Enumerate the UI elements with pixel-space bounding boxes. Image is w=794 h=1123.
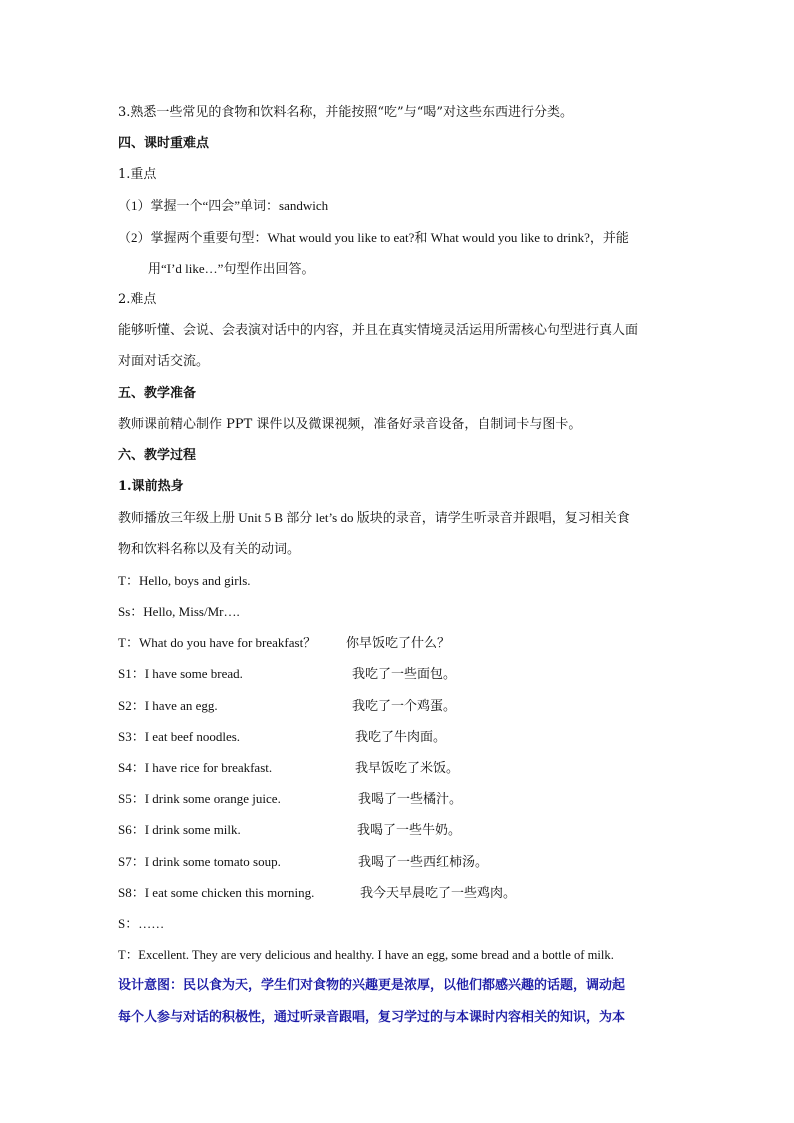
dialogue-english: Ss：Hello, Miss/Mr….	[118, 604, 240, 619]
dialogue-chinese: 我早饭吃了米饭。	[355, 760, 460, 775]
section-5-heading: 五、教学准备	[118, 386, 197, 401]
key-point-2-line2: 用“I’d like…”句型作出回答。	[148, 261, 315, 276]
difficulty-heading: 2.难点	[118, 292, 157, 307]
dialogue-chinese: 我喝了一些牛奶。	[357, 822, 462, 837]
section-5-text: 教师课前精心制作 PPT 课件以及微课视频，准备好录音设备，自制词卡与图卡。	[118, 417, 582, 432]
difficulty-line2: 对面对话交流。	[118, 354, 210, 369]
teaching-goal-3: 3.熟悉一些常见的食物和饮料名称，并能按照“吃”与“喝”对这些东西进行分类。	[118, 105, 573, 120]
warmup-line1: 教师播放三年级上册 Unit 5 B 部分 let’s do 版块的录音，请学生听录音并跟唱，复习相关食	[118, 510, 630, 525]
dialogue-chinese: 我喝了一些橘汁。	[358, 791, 463, 806]
dialogue-chinese: 我吃了一个鸡蛋。	[352, 698, 457, 713]
dialogue-english: S3：I eat beef noodles.	[118, 729, 241, 744]
dialogue-chinese: 我今天早晨吃了一些鸡肉。	[360, 885, 517, 900]
difficulty-line1: 能够听懂、会说、会表演对话中的内容，并且在真实情境灵活运用所需核心句型进行真人面	[118, 323, 639, 338]
dialogue-english: S7：I drink some tomato soup.	[118, 854, 281, 869]
dialogue-english: S6：I drink some milk.	[118, 822, 241, 837]
warmup-heading: 1.课前热身	[118, 479, 184, 494]
dialogue-english: T：Hello, boys and girls.	[118, 573, 251, 588]
dialogue-english: S1：I have some bread.	[118, 666, 243, 681]
warmup-line2: 物和饮料名称以及有关的动词。	[118, 542, 301, 557]
dialogue-english: S5：I drink some orange juice.	[118, 791, 281, 806]
section-6-heading: 六、教学过程	[118, 448, 197, 463]
dialogue-chinese: 你早饭吃了什么？	[346, 635, 451, 650]
dialogue-english: S4：I have rice for breakfast.	[118, 760, 273, 775]
section-4-heading: 四、课时重难点	[118, 136, 210, 151]
design-intent-line1: 设计意图：民以食为天，学生们对食物的兴趣更是浓厚，以他们都感兴趣的话题，调动起	[118, 978, 626, 993]
dialogue-english: S：……	[118, 916, 165, 931]
key-points-heading: 1.重点	[118, 167, 157, 182]
dialogue-chinese: 我吃了牛肉面。	[355, 729, 447, 744]
dialogue-english: T：Excellent. They are very delicious and healthy. I have an egg, some bread and a bottle of milk.	[118, 948, 614, 962]
dialogue-chinese: 我吃了一些面包。	[352, 666, 457, 681]
key-point-1: （1）掌握一个“四会”单词：sandwich	[118, 198, 329, 213]
key-point-2-line1: （2）掌握两个重要句型：What would you like to eat?和 What would you like to drink?，并能	[118, 230, 629, 245]
dialogue-english: T：What do you have for breakfast？	[118, 635, 317, 650]
dialogue-english: S2：I have an egg.	[118, 698, 218, 713]
dialogue-chinese: 我喝了一些西红柿汤。	[358, 854, 489, 869]
design-intent-line2: 每个人参与对话的积极性，通过听录音跟唱，复习学过的与本课时内容相关的知识，为本	[118, 1010, 626, 1025]
dialogue-english: S8：I eat some chicken this morning.	[118, 885, 315, 900]
